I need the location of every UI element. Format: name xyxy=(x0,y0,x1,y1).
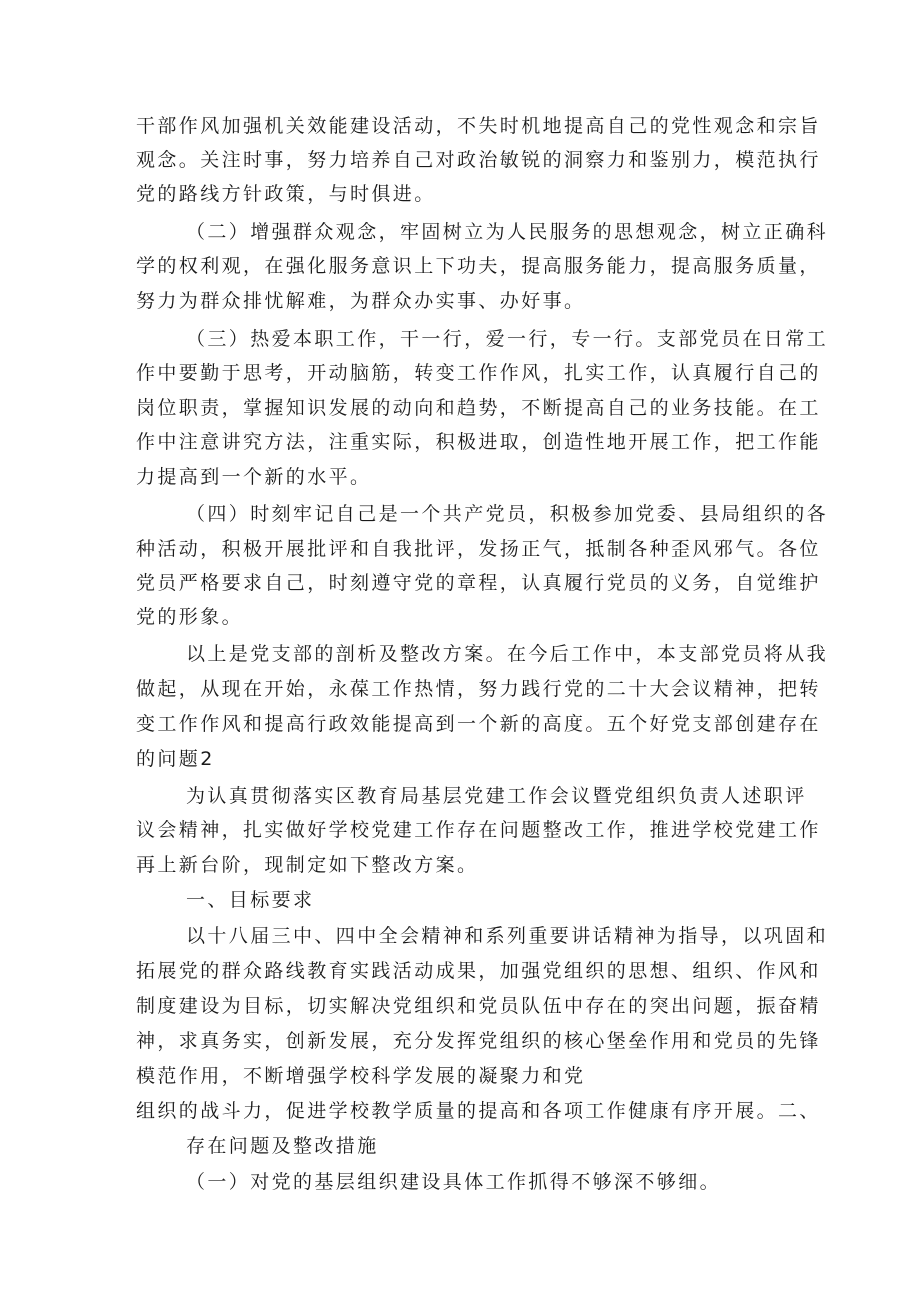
text-line: 变工作作风和提高行政效能提高到一个新的高度。五个好党支部创建存在 xyxy=(136,713,821,735)
text-line: （一）对党的基层组织建设具体工作抓得不够深不够细。 xyxy=(186,1171,722,1193)
text-line: （三）热爱本职工作，干一行，爱一行，专一行。支部党员在日常工 xyxy=(186,328,829,350)
text-line: （二）增强群众观念，牢固树立为人民服务的思想观念，树立正确科 xyxy=(186,221,829,243)
text-line: 作中注意讲究方法，注重实际，积极进取，创造性地开展工作，把工作能 xyxy=(136,431,821,453)
text-line: 党的路线方针政策，与时俱进。 xyxy=(136,183,436,205)
text-line: 的问题2 xyxy=(136,748,215,770)
text-line: 力提高到一个新的水平。 xyxy=(136,466,372,488)
text-line: 以十八届三中、四中全会精神和系列重要讲话精神为指导，以巩固和 xyxy=(186,925,829,947)
text-line: 制度建设为目标，切实解决党组织和党员队伍中存在的突出问题，振奋精 xyxy=(136,995,821,1017)
text-line: 模范作用，不断增强学校科学发展的凝聚力和党 xyxy=(136,1065,586,1087)
text-line: 组织的战斗力，促进学校教学质量的提高和各项工作健康有序开展。二、 xyxy=(136,1100,821,1122)
text-line: 以上是党支部的剖析及整改方案。在今后工作中，本支部党员将从我 xyxy=(186,643,829,665)
text-line: 党的形象。 xyxy=(136,606,244,628)
text-line: 议会精神，扎实做好学校党建工作存在问题整改工作，推进学校党建工作 xyxy=(136,819,821,841)
text-line: 岗位职责，掌握知识发展的动向和趋势，不断提高自己的业务技能。在工 xyxy=(136,397,821,419)
section-heading: 一、目标要求 xyxy=(186,889,315,911)
text-line: 作中要勤于思考，开动脑筋，转变工作作风，扎实工作，认真履行自己的 xyxy=(136,362,821,384)
text-line: 拓展党的群众路线教育实践活动成果，加强党组织的思想、组织、作风和 xyxy=(136,960,821,982)
text-line: 干部作风加强机关效能建设活动，不失时机地提高自己的党性观念和宗旨 xyxy=(136,115,821,137)
text-line: 种活动，积极开展批评和自我批评，发扬正气，抵制各种歪风邪气。各位 xyxy=(136,538,821,560)
section-heading: 存在问题及整改措施 xyxy=(186,1135,379,1157)
text-line: 为认真贯彻落实区教育局基层党建工作会议暨党组织负责人述职评 xyxy=(186,785,807,807)
text-line: 神，求真务实，创新发展，充分发挥党组织的核心堡垒作用和党员的先锋 xyxy=(136,1030,821,1052)
text-line: 做起，从现在开始，永葆工作热情，努力践行党的二十大会议精神，把转 xyxy=(136,678,821,700)
text-line: 党员严格要求自己，时刻遵守党的章程，认真履行党员的义务，自觉维护 xyxy=(136,572,821,594)
text-line: 努力为群众排忧解难，为群众办实事、办好事。 xyxy=(136,290,586,312)
text-line: 学的权利观，在强化服务意识上下功夫，提高服务能力，提高服务质量， xyxy=(136,255,821,277)
text-line: 再上新台阶，现制定如下整改方案。 xyxy=(136,854,479,876)
text-line: （四）时刻牢记自己是一个共产党员，积极参加党委、县局组织的各 xyxy=(186,503,829,525)
text-line: 观念。关注时事，努力培养自己对政治敏锐的洞察力和鉴别力，模范执行 xyxy=(136,149,821,171)
